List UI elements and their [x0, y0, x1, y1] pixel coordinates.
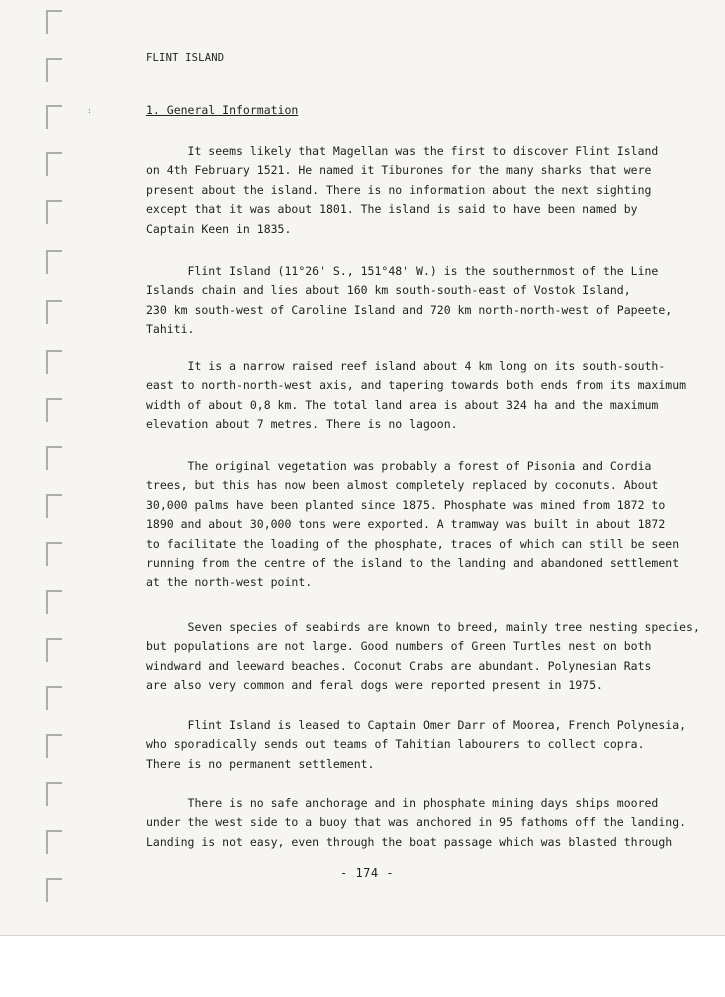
paragraph-lease: Flint Island is leased to Captain Omer Darr of Moorea, French Polynesia, who sporadically sends out teams of Tahitian labourers to collect copra. There is no permanent settlement.: [146, 718, 687, 771]
binder-hole-mark: [46, 300, 62, 324]
binder-hole-mark: [46, 542, 62, 566]
section-heading: [146, 103, 298, 117]
paragraph-geography: It is a narrow raised reef island about 4 km long on its south-south- east to north-north-west axis, and tapering towards both ends from its maximum width of about 0,8 km. The total land area is about 324 ha and the maximum elevation about 7 metres. There is no lagoon.: [146, 359, 687, 432]
binder-hole-mark: [46, 734, 62, 758]
binder-hole-mark: [46, 590, 62, 614]
binder-hole-mark: [46, 350, 62, 374]
binder-hole-mark: [46, 446, 62, 470]
section-heading-text: 1. General Information: [146, 103, 299, 117]
margin-dot: :: [87, 106, 92, 115]
binder-hole-mark: [46, 200, 62, 224]
page-number: - 174 -: [340, 866, 395, 880]
paragraph-fauna: Seven species of seabirds are known to breed, mainly tree nesting species, but populations are not large. Good numbers of Green Turtles nest on both windward and leeward beaches. Coconut Crabs are abundant. Polynesian Rats are also very common and feral dogs were reported present in 1975.: [146, 620, 700, 693]
binder-hole-mark: [46, 152, 62, 176]
paragraph-anchorage: There is no safe anchorage and in phosphate mining days ships moored under the west side to a buoy that was anchored in 95 fathoms off the landing. Landing is not easy, even through the boat passage which was blasted through: [146, 796, 687, 849]
binder-hole-mark: [46, 58, 62, 82]
binder-hole-mark: [46, 494, 62, 518]
page-bottom-margin: [0, 935, 725, 997]
binder-hole-mark: [46, 782, 62, 806]
binder-hole-mark: [46, 638, 62, 662]
binder-hole-mark: [46, 398, 62, 422]
paragraph-location: Flint Island (11°26' S., 151°48' W.) is the southernmost of the Line Islands chain and lies about 160 km south-south-east of Vostok Island, 230 km south-west of Caroline Island and 720 km north-north-west of Papeete, Tahiti.: [146, 264, 673, 337]
binder-hole-mark: [46, 10, 62, 34]
paragraph-discovery: It seems likely that Magellan was the first to discover Flint Island on 4th February 1521. He named it Tiburones for the many sharks that were present about the island. There is no information about the next sighting except that it was about 1801. The island is said to have been named by Captain Keen in 1835.: [146, 144, 659, 236]
binder-hole-mark: [46, 686, 62, 710]
page-title: FLINT ISLAND: [146, 52, 225, 64]
binder-hole-mark: [46, 878, 62, 902]
paragraph-vegetation: The original vegetation was probably a forest of Pisonia and Cordia trees, but this has now been almost completely replaced by coconuts. About 30,000 palms have been planted since 1875. Phosphate was mined from 1872 to 1890 and about 30,000 tons were exported. A tramway was built in about 1872 to facilitate the loading of the phosphate, traces of which can still be seen running from the centre of the island to the landing and abandoned settlement at the north-west point.: [146, 459, 680, 590]
binder-hole-mark: [46, 830, 62, 854]
binder-hole-mark: [46, 105, 62, 129]
binder-hole-mark: [46, 250, 62, 274]
